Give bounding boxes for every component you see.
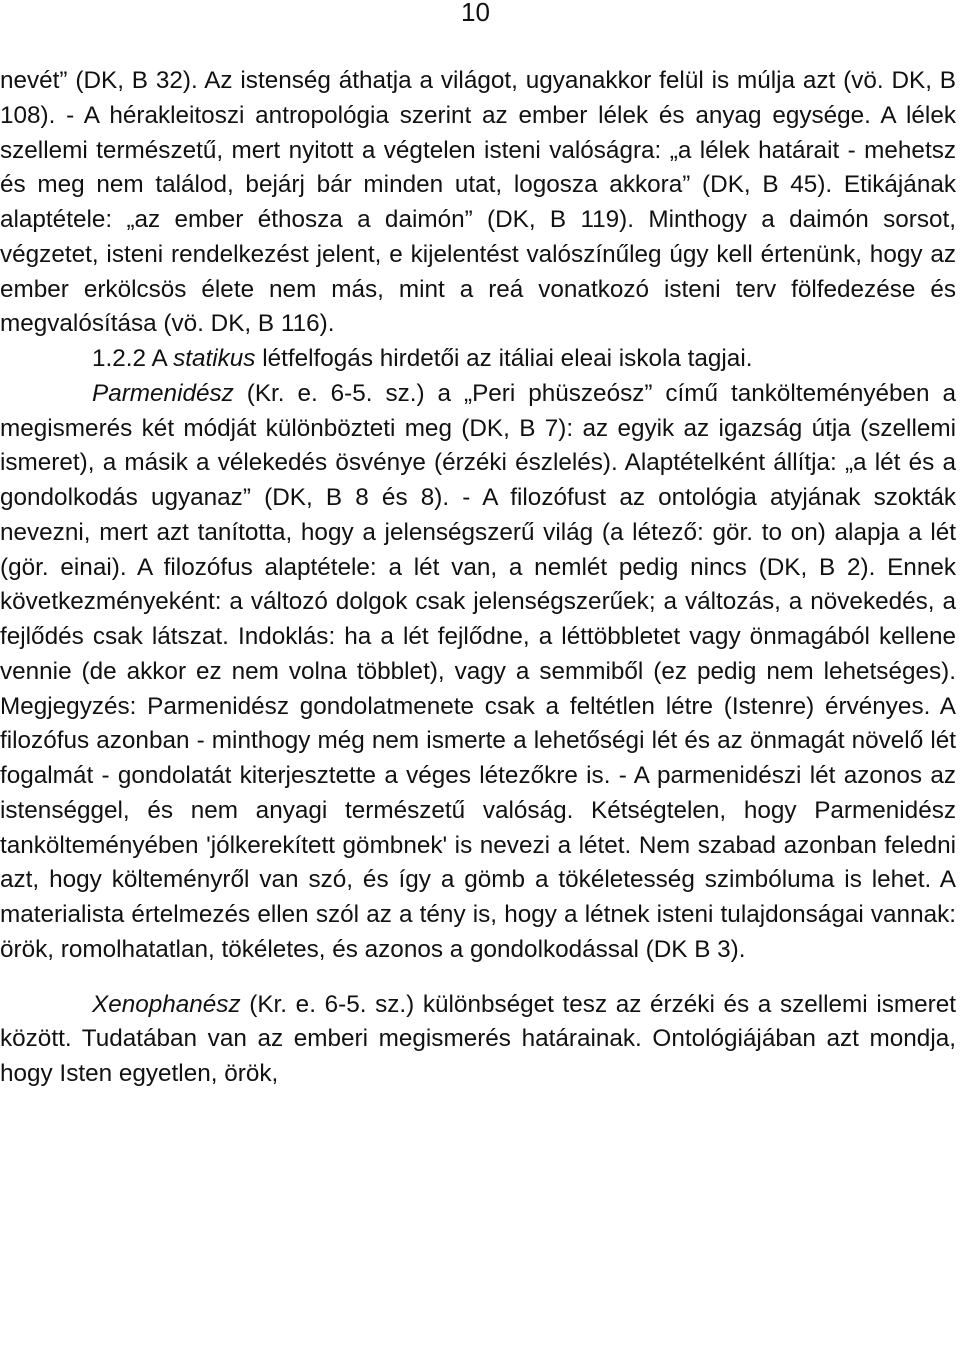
document-body bbox=[0, 64, 956, 1092]
italic-term: Xenophanész bbox=[92, 990, 241, 1018]
text-run: 1.2.2 A bbox=[92, 345, 174, 372]
text-run: (Kr. e. 6-5. sz.) a „Peri phüszeósz” című tankölteményében a megismerés két módját különbözteti meg (DK, B 7): az egyik az igazság útja (szellemi ismeret), a másik a vélekedés ösvénye (érzéki észlelés). Alaptételként állítja: „a lét és a gondolkodás ugyanaz” (DK, B 8 és 8). - A filozófust az ontológia atyjának szokták nevezni, mert azt tanította, hogy a jelenségszerű világ (a létező: gör. to on) alapja a lét (gör. einai). A filozófus alaptétele: a lét van, a nemlét pedig nincs (DK, B 2). Ennek következményeként: a változó dolgok csak jelenségszerűek; a változás, a növekedés, a fejlődés csak látszat. Indoklás: ha a lét fejlődne, a léttöbbletet vagy önmagából kellene vennie (de akkor ez nem volna többlet), vagy a semmiből (ez pedig nem lehetséges). Megjegyzés: Parmenidész gondolatmenete csak a feltétlen létre (Istenre) érvényes. A filozófus azonban - minthogy még nem ismerte a lehetőségi lét és az önmagát növelő lét fogalmát - gondolatát kiterjesztette a véges létezőkre is. - A parmenidészi lét azonos az istenséggel, és nem anyagi természetű valóság. Kétségtelen, hogy Parmenidész tankölteményében 'jólkerekített gömbnek' is nevezi a létet. Nem szabad azonban feledni azt, hogy költeményről van szó, és így a gömb a tökéletesség szimbóluma is lehet. A materialista értelmezés ellen szól az a tény is, hogy a létnek isteni tulajdonságai vannak: örök, romolhatatlan, tökéletes, és azonos a gondolkodással (DK B 3). bbox=[0, 379, 956, 963]
italic-term: statikus bbox=[173, 345, 256, 372]
paragraph-parmenides bbox=[0, 377, 956, 968]
text-run: létfelfogás hirdetői az itáliai eleai iskola tagjai. bbox=[255, 345, 753, 372]
italic-term: Parmenidész bbox=[92, 379, 234, 407]
paragraph-xenophanes bbox=[0, 988, 956, 1092]
paragraph-heraclitus bbox=[0, 64, 956, 342]
text-run: nevét” (DK, B 32). Az istenség áthatja a világot, ugyanakkor felül is múlja azt (vö. DK, B 108). - A hérakleitoszi antropológia szerint az ember lélek és anyag egysége. A lélek szellemi természetű, mert nyitott a végtelen isteni valóságra: „a lélek határait - mehetsz és meg nem találod, bejárj bár minden utat, logosza akkora” (DK, B 45). Etikájának alaptétele: „az ember éthosza a daimón” (DK, B 119). Minthogy a daimón sorsot, végzetet, isteni rendelkezést jelent, e kijelentést valószínűleg úgy kell értenünk, hogy az ember erkölcsös élete nem más, mint a reá vonatkozó isteni terv fölfedezése és megvalósítása (vö. DK, B 116). bbox=[0, 67, 956, 338]
text-run: (Kr. e. 6-5. sz.) különbséget tesz az érzéki és a szellemi ismeret között. Tudatában van az emberi megismerés határainak. Ontológiájában azt mondja, hogy Isten egyetlen, örök, bbox=[0, 990, 956, 1087]
section-heading-static-being bbox=[0, 342, 956, 377]
page-number: 10 bbox=[461, 0, 490, 27]
